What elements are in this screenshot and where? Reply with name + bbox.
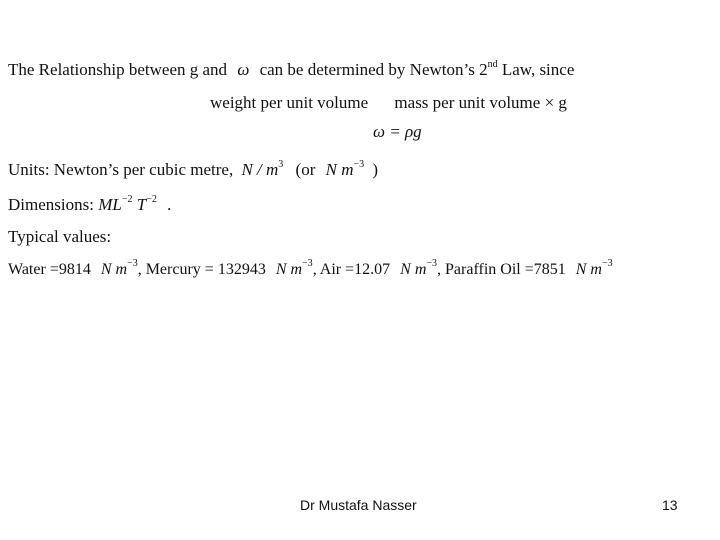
dimensions-l-exponent: −2 <box>121 194 133 205</box>
dimensions-t-exponent: −2 <box>146 194 157 205</box>
dimensions-label: Dimensions: <box>8 195 94 214</box>
water-unit: N m <box>100 261 128 278</box>
mass-per-volume-text: mass per unit volume <box>394 93 541 112</box>
units-alt-exponent: −3 <box>353 159 365 170</box>
air-unit: N m <box>400 261 427 278</box>
omega-symbol: ω <box>237 60 250 79</box>
units-close-paren: ) <box>372 160 379 179</box>
paraffin-unit: N m <box>575 261 602 278</box>
mercury-unit-exponent: −3 <box>302 258 313 269</box>
mercury-value: , Mercury = 132943 <box>137 261 266 278</box>
typical-values-heading: Typical values: <box>8 227 112 246</box>
omega-equation: ω = ρg <box>373 122 422 141</box>
page-number: 13 <box>662 497 678 513</box>
typical-values-line <box>8 258 613 278</box>
dimensions-ml: ML <box>98 195 122 214</box>
times-symbol: × <box>544 93 555 112</box>
relationship-text-start: The Relationship between g and <box>8 60 228 79</box>
units-expression: N / m <box>241 160 279 179</box>
relationship-line <box>8 61 574 78</box>
g-symbol: g <box>558 93 567 112</box>
units-label: Units: Newton’s per cubic metre, <box>8 160 234 179</box>
water-unit-exponent: −3 <box>127 258 138 269</box>
air-value: , Air =12.07 <box>312 261 391 278</box>
weight-mass-line <box>210 94 567 111</box>
paraffin-unit-exponent: −3 <box>601 258 613 269</box>
dimensions-period: . <box>167 195 172 214</box>
units-or-text: (or <box>295 160 316 179</box>
weight-per-volume-text: weight per unit volume <box>210 93 369 112</box>
water-value: Water =9814 <box>8 261 91 278</box>
relationship-text-end: Law, since <box>501 60 575 79</box>
dimensions-t: T <box>136 195 147 214</box>
footer-author: Dr Mustafa Nasser <box>300 497 417 513</box>
air-unit-exponent: −3 <box>426 258 438 269</box>
units-exponent: 3 <box>278 159 284 170</box>
units-line <box>8 161 378 178</box>
ordinal-superscript: nd <box>487 59 498 70</box>
units-alt-expression: N m <box>325 160 354 179</box>
relationship-text-mid: can be determined by Newton’s 2 <box>259 60 488 79</box>
dimensions-line <box>8 196 171 213</box>
mercury-unit: N m <box>275 261 303 278</box>
paraffin-value: , Paraffin Oil =7851 <box>437 261 566 278</box>
